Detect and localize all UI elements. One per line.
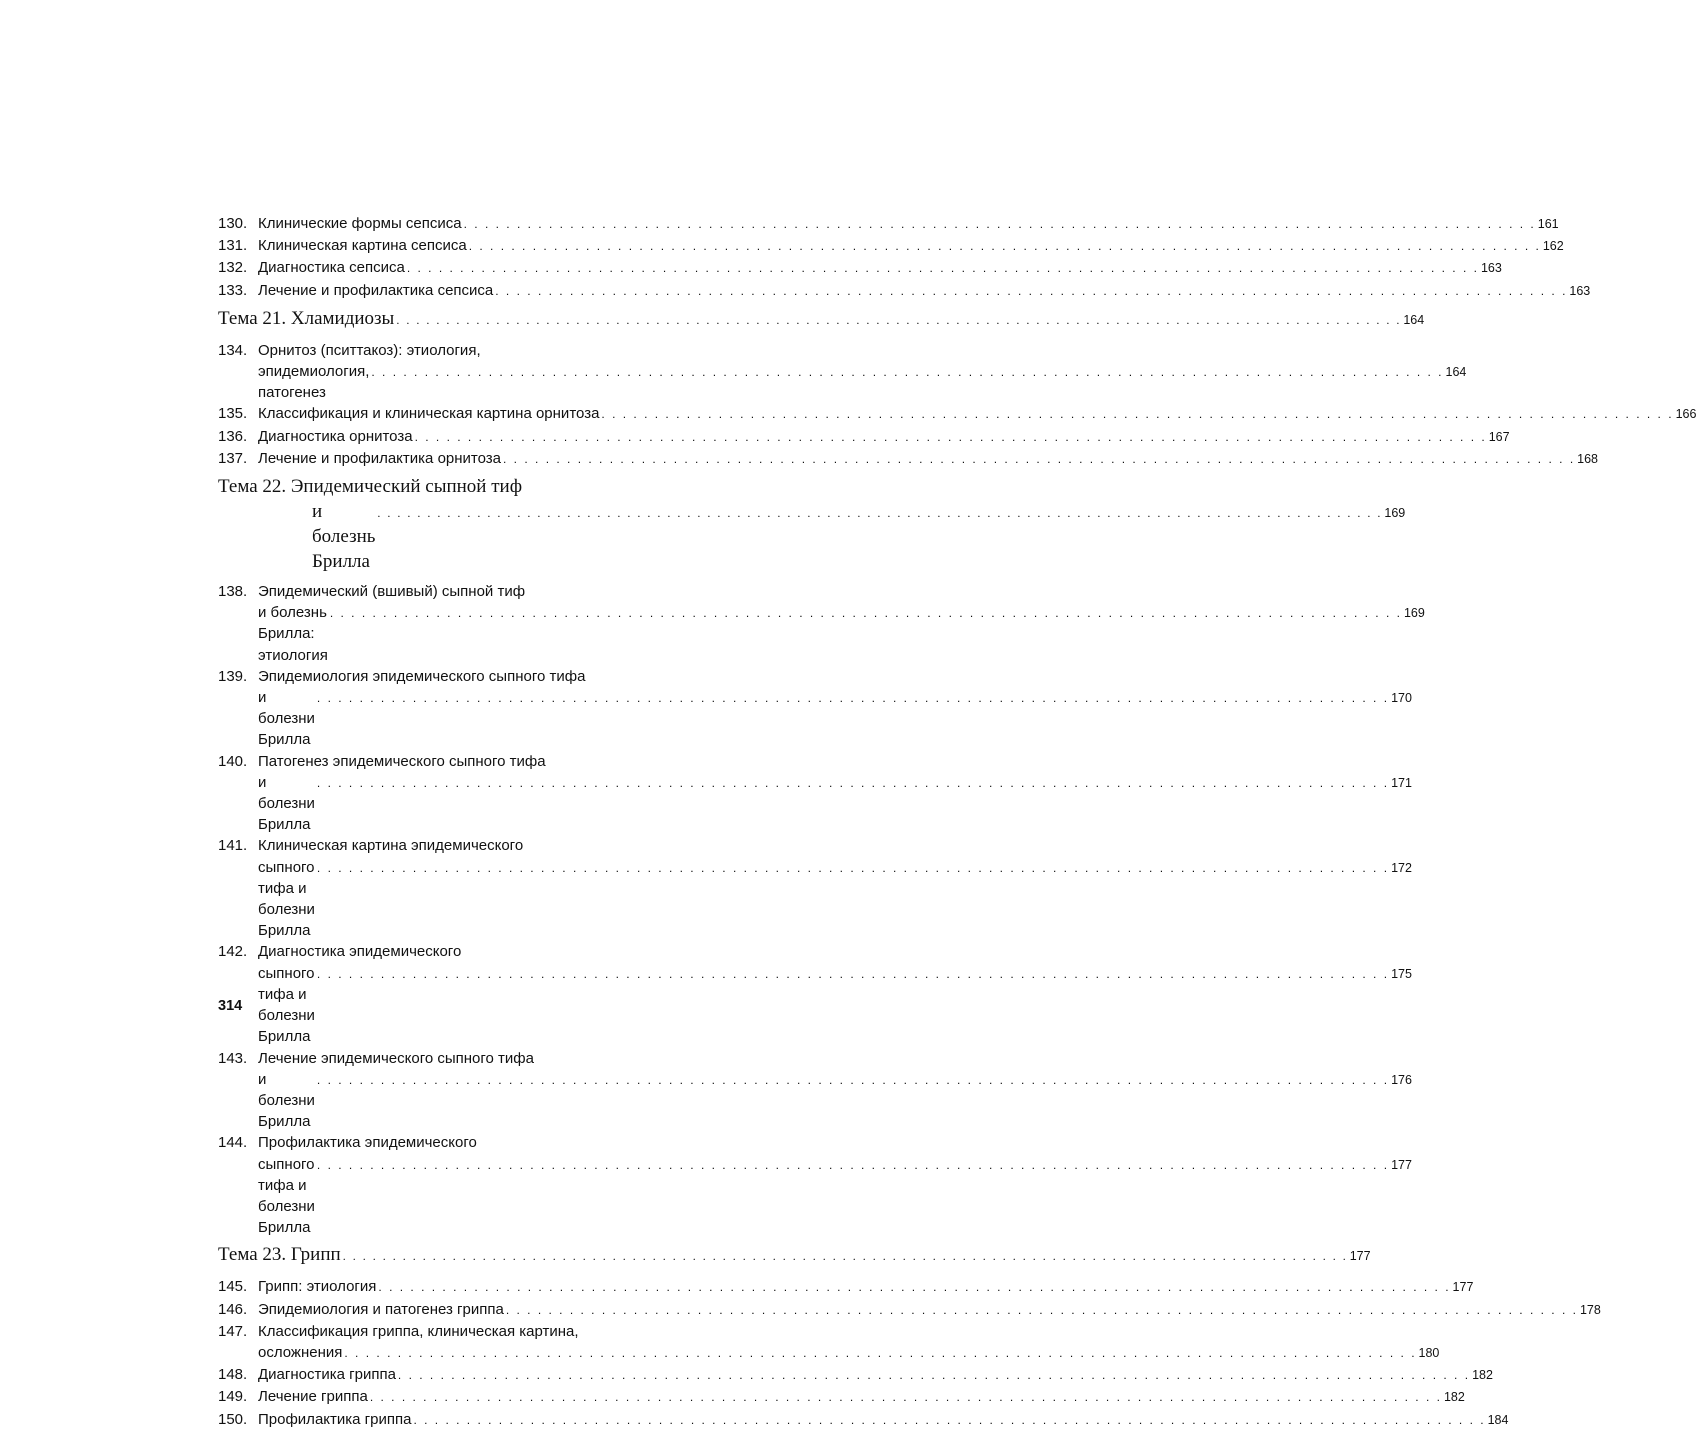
entry-title-line2	[258, 1342, 1439, 1364]
entry-title-continued: сыпного тифа и болезни Брилла	[258, 964, 315, 1046]
page-ref: 182	[1472, 1368, 1493, 1383]
page-ref: 175	[1391, 966, 1412, 981]
entry-title-line2	[258, 602, 1425, 666]
toc-entry	[218, 1409, 1509, 1431]
entry-title-continued: и болезни Брилла	[258, 689, 315, 749]
entry-body	[258, 280, 1591, 302]
entry-body	[258, 340, 1466, 404]
entry-number: 135.	[218, 405, 248, 423]
dot-leader	[317, 688, 1389, 709]
dot-leader	[407, 258, 1479, 279]
entry-number: 147.	[218, 1322, 248, 1340]
toc-entry	[218, 426, 1510, 448]
page-ref: 178	[1579, 1302, 1601, 1317]
entry-body	[258, 257, 1502, 279]
toc-entry	[218, 1299, 1601, 1321]
entry-body	[258, 581, 1425, 666]
dot-leader	[396, 307, 1401, 333]
toc-entry	[218, 1364, 1493, 1386]
toc-entry	[218, 666, 1412, 751]
entry-title-line2	[258, 1069, 1412, 1133]
entry-title: Эпидемиология эпидемического сыпного тифа	[258, 667, 586, 685]
entry-title: Лечение и профилактика сепсиса	[258, 281, 494, 299]
entry-title: Диагностика эпидемического	[258, 943, 462, 961]
dot-leader	[371, 362, 1443, 383]
page-ref: 161	[1537, 217, 1559, 231]
page-ref: 177	[1349, 1249, 1371, 1264]
page-ref: 169	[1384, 506, 1406, 521]
entry-number: 133.	[218, 281, 248, 299]
entry-body	[258, 666, 1412, 751]
table-of-contents	[218, 213, 1696, 1431]
entry-number: 138.	[218, 583, 248, 601]
entry-body	[258, 751, 1412, 836]
page-ref: 172	[1391, 860, 1412, 875]
entry-title-continued: и болезни Брилла	[258, 773, 315, 834]
page-ref: 162	[1542, 239, 1564, 254]
entry-title: Диагностика сепсиса	[258, 259, 405, 277]
page-ref: 167	[1488, 429, 1510, 444]
entry-title-line2	[258, 361, 1466, 403]
dot-leader	[398, 1365, 1470, 1386]
dot-leader	[495, 281, 1567, 302]
entry-title: Диагностика гриппа	[258, 1366, 396, 1384]
page-ref: 171	[1391, 775, 1412, 790]
dot-leader	[317, 964, 1389, 985]
dot-leader	[370, 1387, 1442, 1408]
entry-number: 137.	[218, 449, 248, 467]
toc-entry	[218, 1386, 1465, 1408]
page-ref: 163	[1569, 283, 1591, 298]
topic-title: Тема 21. Хламидиозы	[218, 307, 395, 329]
entry-body	[258, 1132, 1412, 1238]
entry-title: Классификация и клиническая картина орнитоза	[258, 405, 600, 423]
toc-topic-heading	[218, 306, 1425, 333]
entry-number: 142.	[218, 943, 248, 961]
toc-topic-heading	[218, 474, 1406, 574]
topic-title-continued: и болезнь Брилла	[312, 501, 376, 573]
page-ref: 182	[1443, 1390, 1465, 1405]
entry-number: 136.	[218, 427, 248, 445]
dot-leader	[469, 236, 1541, 257]
entry-title: Орнитоз (пситтакоз): этиология,	[258, 341, 481, 359]
entry-number: 148.	[218, 1366, 248, 1384]
topic-title: Тема 23. Грипп	[218, 1244, 341, 1266]
toc-topic-heading	[218, 1242, 1371, 1269]
entry-body	[258, 1409, 1509, 1431]
dot-leader	[413, 1410, 1485, 1431]
toc-entry	[218, 448, 1599, 470]
entry-title-line2	[258, 1154, 1412, 1239]
entry-number: 140.	[218, 752, 248, 770]
entry-title: Диагностика орнитоза	[258, 427, 413, 445]
entry-title: Грипп: этиология	[258, 1278, 377, 1296]
entry-title-continued: сыпного тифа и болезни Брилла	[258, 858, 315, 940]
toc-entry	[218, 280, 1591, 302]
page-ref: 177	[1391, 1157, 1412, 1172]
page-ref: 164	[1445, 365, 1467, 380]
entry-body	[258, 426, 1510, 448]
toc-entry	[218, 1048, 1412, 1133]
entry-number: 150.	[218, 1410, 248, 1428]
entry-title-continued: эпидемиология, патогенез	[258, 363, 370, 402]
toc-entry	[218, 751, 1412, 836]
entry-number: 144.	[218, 1134, 248, 1152]
entry-number: 130.	[218, 215, 248, 232]
entry-title: Клинические формы сепсиса	[258, 215, 462, 232]
dot-leader	[506, 1300, 1578, 1321]
toc-entry	[218, 1276, 1474, 1298]
dot-leader	[317, 1070, 1389, 1091]
toc-entry	[218, 257, 1502, 279]
dot-leader	[601, 404, 1673, 425]
toc-entry	[218, 1321, 1440, 1364]
dot-leader	[317, 1155, 1389, 1176]
dot-leader	[343, 1243, 1348, 1269]
dot-leader	[317, 858, 1389, 879]
dot-leader	[503, 449, 1575, 470]
entry-body	[258, 235, 1564, 257]
toc-entry	[218, 403, 1696, 425]
toc-entry	[218, 941, 1412, 1047]
toc-entry	[218, 835, 1412, 941]
entry-number: 134.	[218, 341, 248, 359]
entry-title: Лечение эпидемического сыпного тифа	[258, 1049, 534, 1067]
page-ref: 166	[1675, 407, 1696, 422]
entry-title: Клиническая картина эпидемического	[258, 837, 524, 855]
entry-title-continued: осложнения	[258, 1343, 343, 1361]
entry-number: 149.	[218, 1388, 248, 1406]
dot-leader	[415, 427, 1487, 448]
entry-body	[258, 448, 1599, 470]
entry-title: Эпидемиология и патогенез гриппа	[258, 1300, 504, 1318]
entry-title: Лечение и профилактика орнитоза	[258, 449, 502, 467]
entry-number: 141.	[218, 837, 248, 855]
page-ref: 164	[1403, 312, 1425, 327]
page-ref: 163	[1480, 261, 1502, 276]
page-ref: 177	[1452, 1280, 1474, 1295]
entry-title-continued: и болезни Брилла	[258, 1070, 315, 1131]
toc-entry	[218, 340, 1467, 404]
entry-number: 145.	[218, 1278, 248, 1296]
entry-title-continued: сыпного тифа и болезни Брилла	[258, 1155, 315, 1237]
entry-number: 131.	[218, 237, 248, 255]
page-ref: 170	[1391, 691, 1412, 706]
entry-title: Лечение гриппа	[258, 1388, 368, 1406]
toc-entry	[218, 235, 1564, 257]
entry-title-line2	[258, 963, 1412, 1048]
entry-body	[258, 403, 1696, 425]
entry-body	[258, 1386, 1465, 1408]
dot-leader	[378, 1277, 1450, 1298]
entry-title: Клиническая картина сепсиса	[258, 237, 467, 255]
topic-title: Тема 22. Эпидемический сыпной тиф	[218, 476, 523, 498]
entry-number: 132.	[218, 259, 248, 277]
dot-leader	[317, 773, 1389, 794]
entry-title: Патогенез эпидемического сыпного тифа	[258, 752, 546, 770]
dot-leader	[464, 214, 1536, 235]
entry-number: 143.	[218, 1049, 248, 1067]
entry-body	[258, 941, 1412, 1047]
page-number: 314	[218, 998, 243, 1014]
entry-number: 139.	[218, 667, 248, 685]
dot-leader	[377, 501, 1382, 526]
entry-title-line2	[258, 772, 1412, 836]
entry-body	[258, 1299, 1601, 1321]
entry-title: Эпидемический (вшивый) сыпной тиф	[258, 583, 526, 601]
entry-number: 146.	[218, 1300, 248, 1318]
toc-entry	[218, 213, 1559, 235]
entry-title-line2	[258, 857, 1412, 942]
entry-title-line2	[258, 687, 1412, 751]
entry-title: Классификация гриппа, клиническая картина,	[258, 1322, 579, 1340]
entry-title: Профилактика эпидемического	[258, 1134, 477, 1152]
page-ref: 176	[1391, 1072, 1412, 1087]
page-ref: 180	[1418, 1345, 1440, 1360]
page-ref: 184	[1487, 1412, 1509, 1427]
entry-body	[258, 835, 1412, 941]
entry-body	[258, 1276, 1474, 1298]
entry-body	[258, 1321, 1439, 1364]
topic-title-line2	[218, 499, 1406, 574]
entry-title-continued: и болезнь Брилла: этиология	[258, 604, 328, 664]
entry-body	[258, 1048, 1412, 1133]
toc-entry	[218, 1132, 1412, 1238]
dot-leader	[344, 1343, 1416, 1364]
entry-body	[258, 213, 1559, 235]
entry-title: Профилактика гриппа	[258, 1410, 412, 1428]
page-ref: 168	[1577, 451, 1599, 466]
entry-body	[258, 1364, 1493, 1386]
toc-entry	[218, 581, 1425, 666]
page-ref: 169	[1403, 606, 1425, 621]
dot-leader	[330, 603, 1402, 624]
